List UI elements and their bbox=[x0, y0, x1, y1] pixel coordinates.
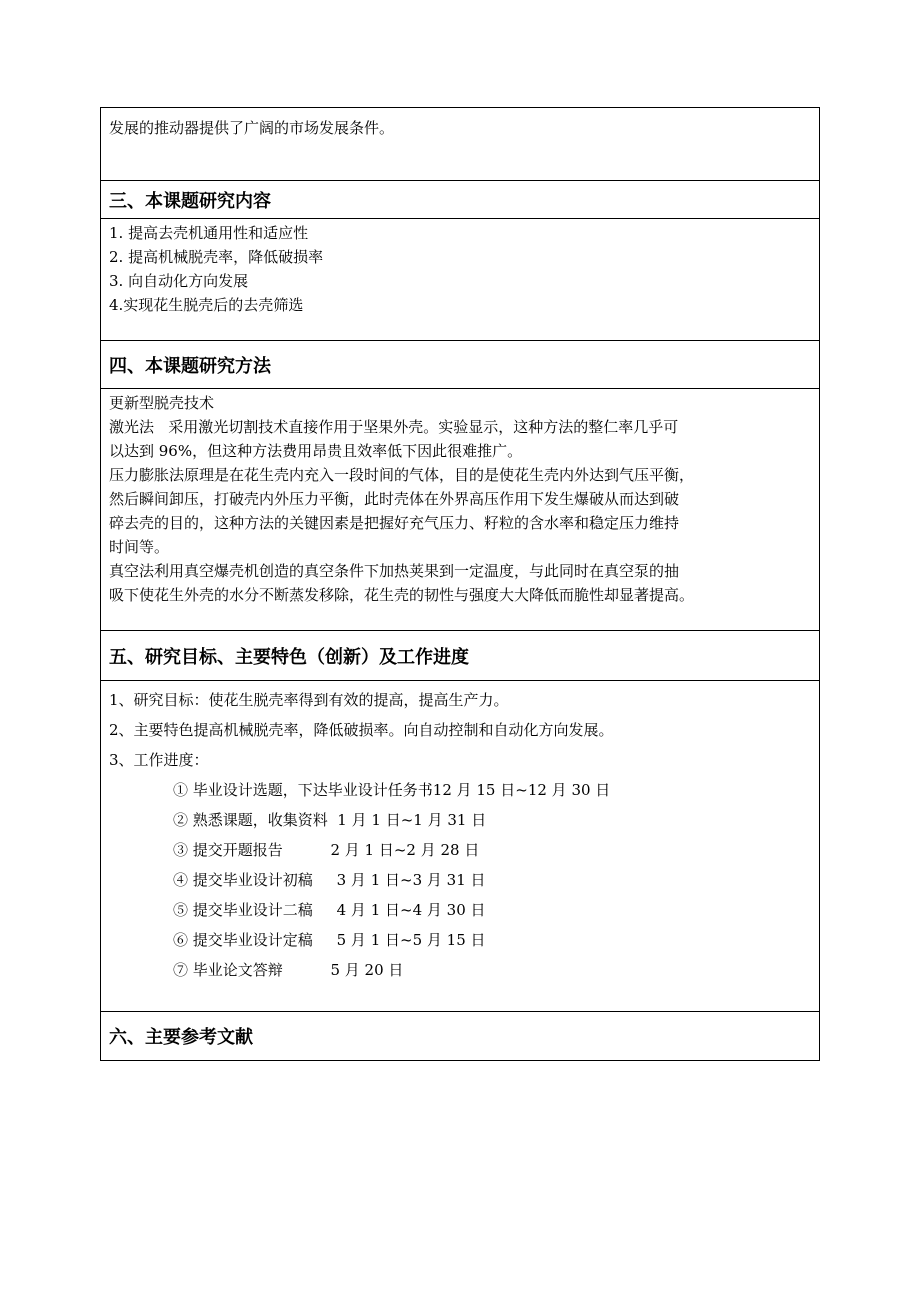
section4-line: 更新型脱壳技术 bbox=[109, 394, 215, 412]
section4-line: 以达到 96%，但这种方法费用昂贵且效率低下因此很难推广。 bbox=[109, 442, 523, 460]
section6-heading: 六、主要参考文献 bbox=[109, 1027, 253, 1048]
section3-item: 3. 向自动化方向发展 bbox=[109, 272, 249, 290]
section5-heading: 五、研究目标、主要特色（创新）及工作进度 bbox=[101, 631, 819, 681]
schedule-item: ① 毕业设计选题，下达毕业设计任务书12 月 15 日~12 月 30 日 bbox=[173, 781, 611, 799]
schedule-list bbox=[173, 775, 811, 985]
section3-item: 4.实现花生脱壳后的去壳筛选 bbox=[109, 296, 304, 314]
section4-heading: 四、本课题研究方法 bbox=[101, 341, 819, 389]
section3-heading: 三、本课题研究内容 bbox=[101, 181, 819, 219]
main-feature: 2、主要特色提高机械脱壳率，降低破损率。向自动控制和自动化方向发展。 bbox=[109, 721, 614, 739]
section3-item: 2. 提高机械脱壳率，降低破损率 bbox=[109, 248, 324, 266]
section3-content bbox=[101, 219, 819, 341]
section4-content bbox=[101, 389, 819, 631]
section4-line: 然后瞬间卸压，打破壳内外压力平衡，此时壳体在外界高压作用下发生爆破从而达到破 bbox=[109, 490, 680, 508]
section4-line: 碎去壳的目的，这种方法的关键因素是把握好充气压力、籽粒的含水率和稳定压力维持 bbox=[109, 514, 680, 532]
schedule-item: ⑥ 提交毕业设计定稿 5 月 1 日~5 月 15 日 bbox=[173, 931, 486, 949]
section4-line: 压力膨胀法原理是在花生壳内充入一段时间的气体，目的是使花生壳内外达到气压平衡， bbox=[109, 466, 695, 484]
intro-text: 发展的推动器提供了广阔的市场发展条件。 bbox=[109, 119, 395, 137]
section4-line: 时间等。 bbox=[109, 538, 170, 556]
section5-content bbox=[101, 681, 819, 1012]
schedule-item: ④ 提交毕业设计初稿 3 月 1 日~3 月 31 日 bbox=[173, 871, 486, 889]
research-goal: 1、研究目标：使花生脱壳率得到有效的提高，提高生产力。 bbox=[109, 691, 509, 709]
intro-cell bbox=[101, 108, 819, 181]
section4-line: 吸下使花生外壳的水分不断蒸发移除，花生壳的韧性与强度大大降低而脆性却显著提高。 bbox=[109, 586, 695, 604]
progress-label: 3、工作进度： bbox=[109, 751, 209, 769]
section3-item: 1. 提高去壳机通用性和适应性 bbox=[109, 224, 309, 242]
section4-line: 激光法 采用激光切割技术直接作用于坚果外壳。实验显示，这种方法的整仁率几乎可 bbox=[109, 418, 679, 436]
schedule-item: ③ 提交开题报告 2 月 1 日~2 月 28 日 bbox=[173, 841, 480, 859]
schedule-item: ⑦ 毕业论文答辩 5 月 20 日 bbox=[173, 961, 404, 979]
proposal-table bbox=[100, 107, 820, 1061]
section4-line: 真空法利用真空爆壳机创造的真空条件下加热荚果到一定温度，与此同时在真空泵的抽 bbox=[109, 562, 680, 580]
schedule-item: ② 熟悉课题，收集资料 1 月 1 日~1 月 31 日 bbox=[173, 811, 487, 829]
schedule-item: ⑤ 提交毕业设计二稿 4 月 1 日~4 月 30 日 bbox=[173, 901, 486, 919]
